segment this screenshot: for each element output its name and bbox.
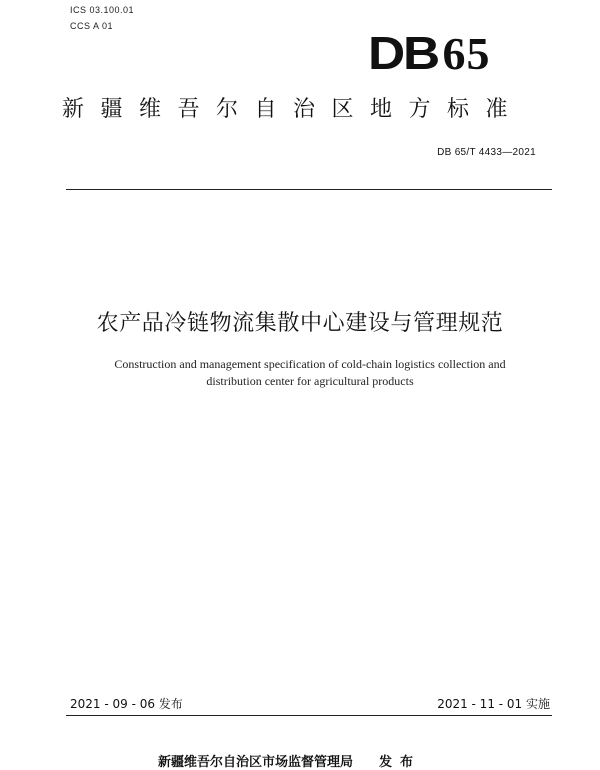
document-title-english bbox=[70, 356, 550, 390]
issue-date: 2021 - 09 - 06 发布 bbox=[70, 697, 183, 711]
bottom-divider bbox=[66, 715, 552, 716]
issuer-name: 新疆维吾尔自治区市场监督管理局 bbox=[158, 755, 354, 770]
ccs-code: CCS A 01 bbox=[70, 21, 114, 31]
issuer-action: 发布 bbox=[379, 755, 422, 770]
english-title-line-2: distribution center for agricultural products bbox=[206, 374, 414, 388]
ics-code: ICS 03.100.01 bbox=[70, 5, 135, 15]
english-title-line-1: Construction and management specification of cold-chain logistics collection and bbox=[114, 357, 506, 371]
logo-db-letters: DB bbox=[368, 27, 438, 79]
issuing-authority bbox=[158, 751, 421, 770]
document-title-chinese: 农产品冷链物流集散中心建设与管理规范 bbox=[96, 311, 504, 336]
db65-logo bbox=[368, 28, 518, 78]
standard-code: DB 65/T 4433—2021 bbox=[437, 147, 536, 158]
top-divider bbox=[66, 189, 552, 190]
implementation-date: 2021 - 11 - 01 实施 bbox=[437, 697, 550, 711]
logo-number: 65 bbox=[442, 28, 491, 79]
standard-type-heading: 新疆维吾尔自治区地方标准 bbox=[62, 97, 525, 122]
